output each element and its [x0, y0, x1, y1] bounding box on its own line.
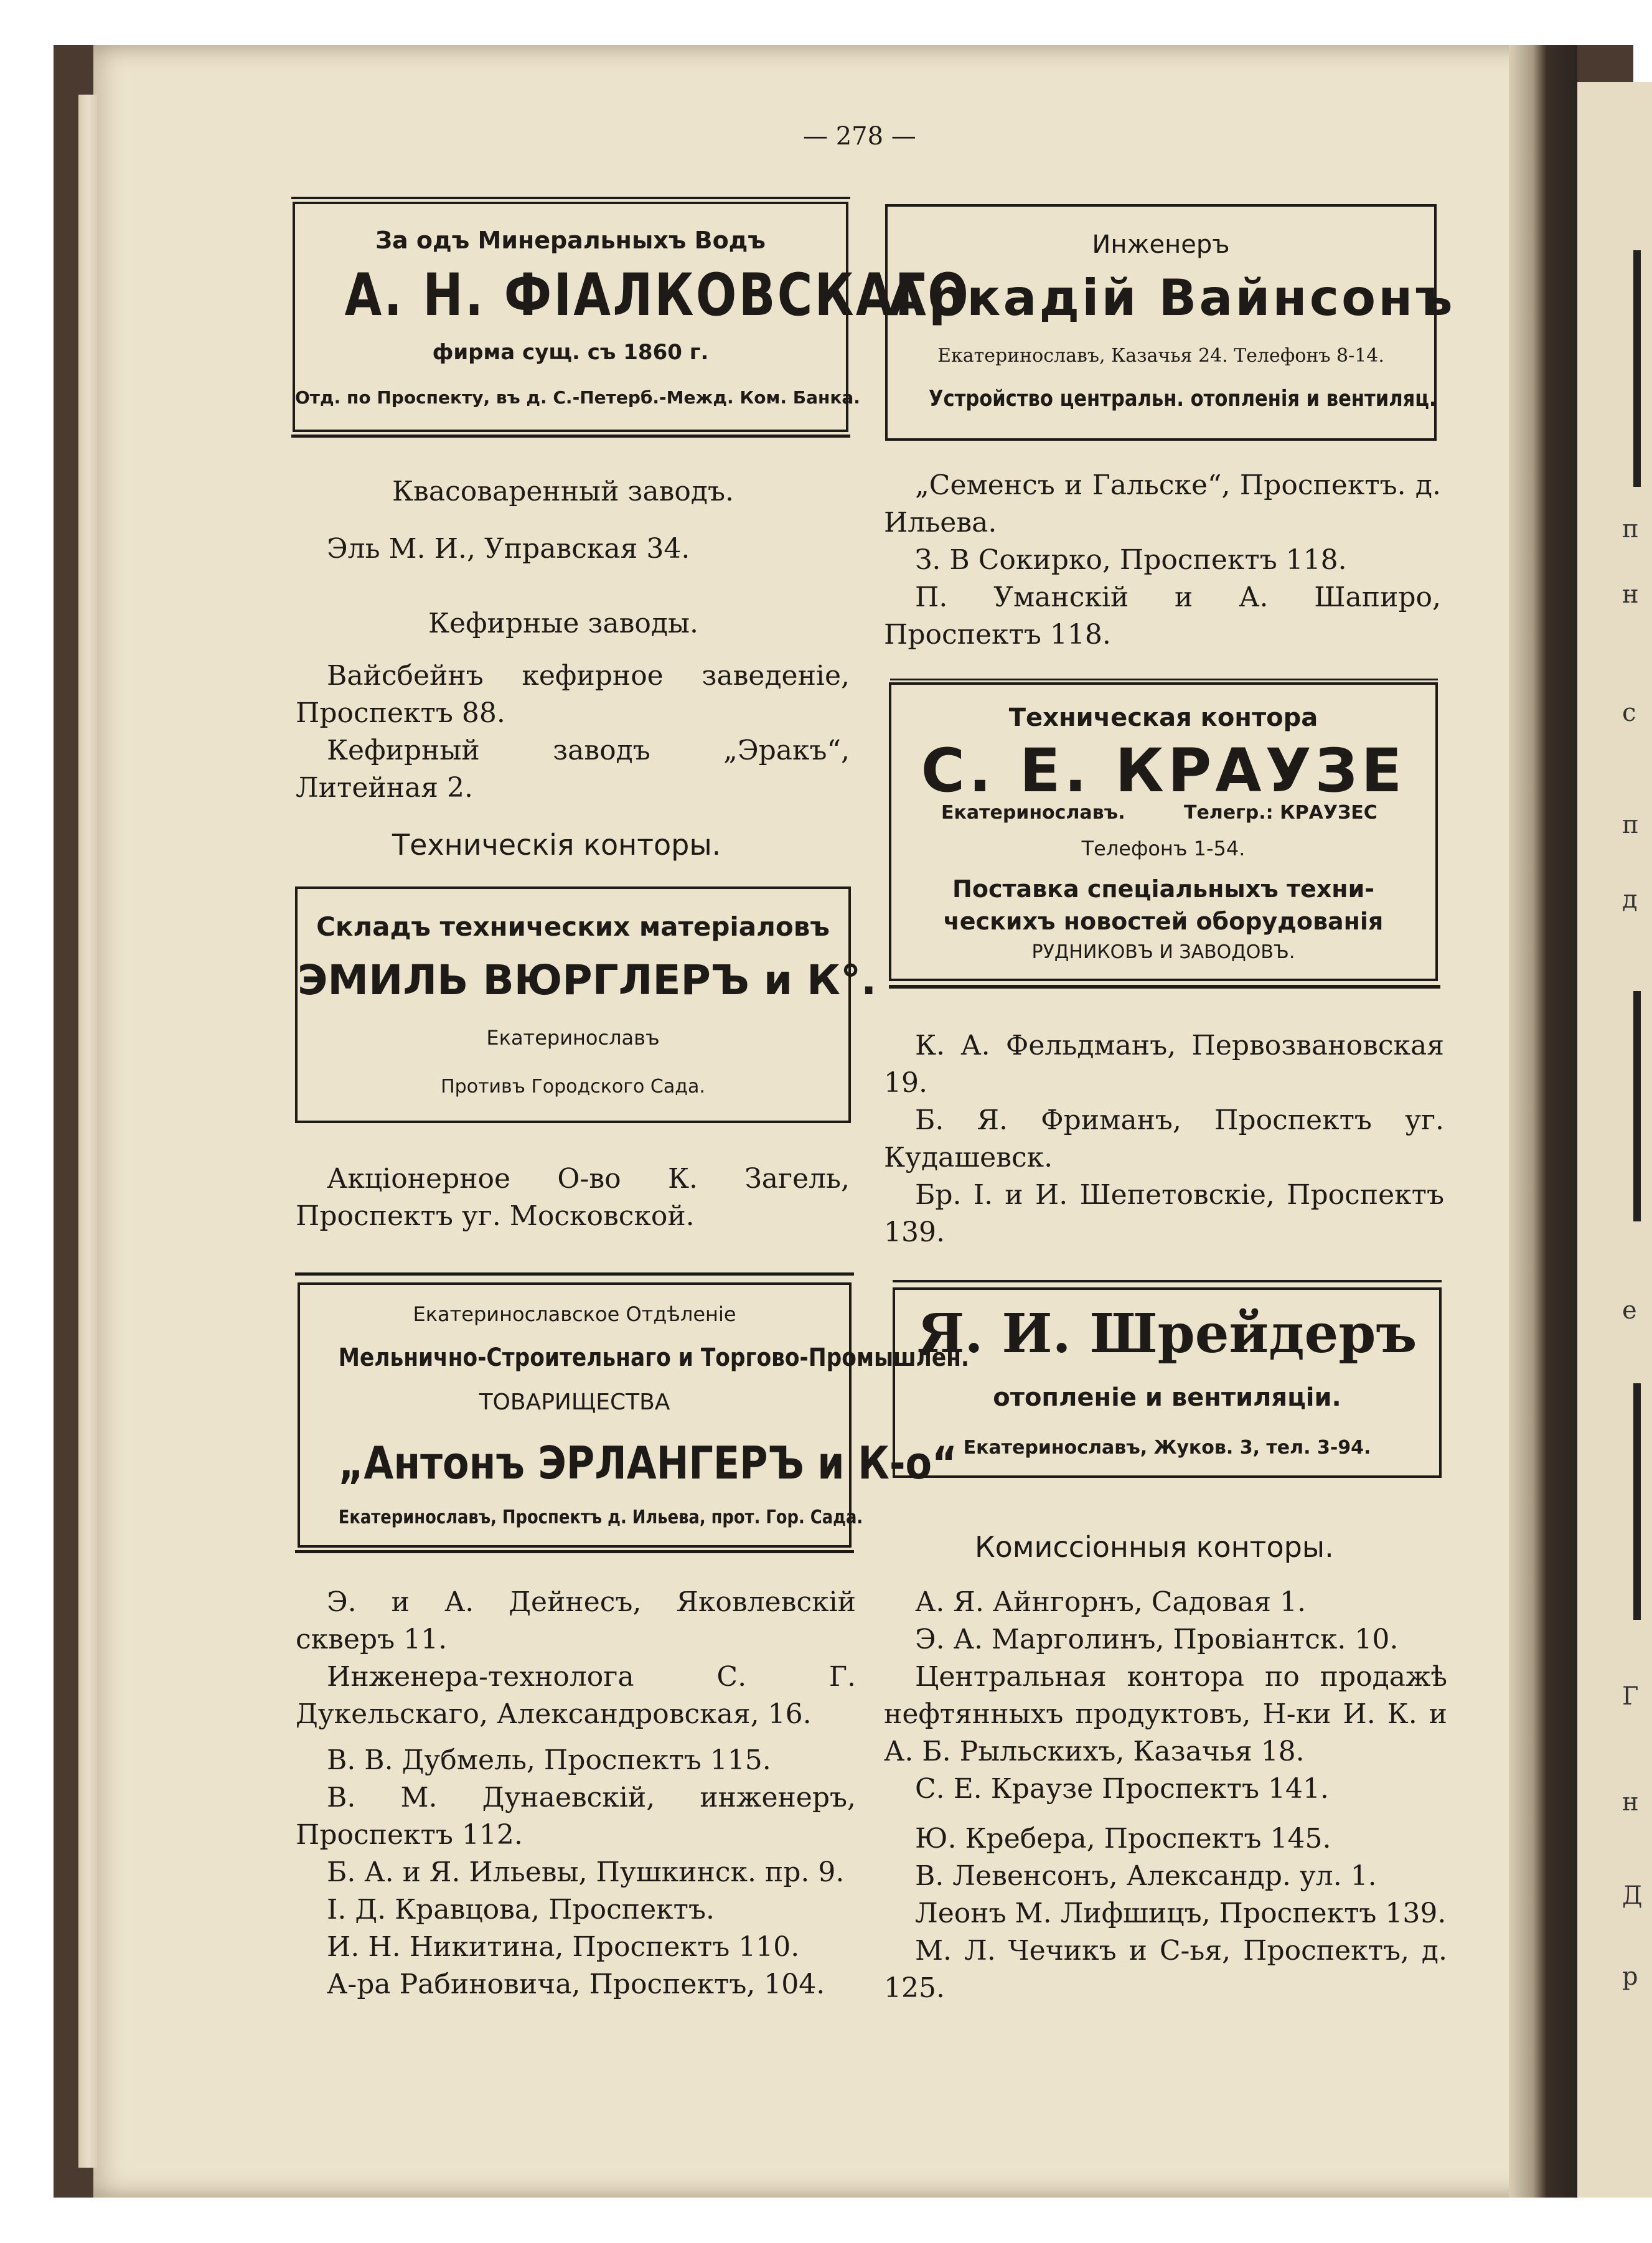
book-gutter [1509, 45, 1577, 2198]
ad-firm-name: „Антонъ ЭРЛАНГЕРЪ и К-о“ [338, 1437, 957, 1489]
ad-line: Инженеръ [1092, 230, 1230, 259]
ad-shreider [893, 1287, 1442, 1478]
ad-address: Противъ Городского Сада. [441, 1076, 705, 1098]
ad-line: Отд. по Проспекту, въ д. С.-Петерб.-Межд. Ком. Банка. [295, 387, 860, 408]
list-item: В. Левенсонъ, Александр. ул. 1. [915, 1860, 1377, 1892]
page-number: — 278 — [803, 122, 916, 151]
list-right-top [884, 467, 1441, 654]
ad-rule [295, 1550, 854, 1553]
next-page-rule [1633, 1383, 1641, 1620]
list-item: Инженера-технолога С. Г. Дукельскаго, Александровская, 16. [296, 1661, 856, 1730]
ad-firm-name: Я. И. Шрейдеръ [917, 1302, 1417, 1365]
ad-line: Мельнично-Строительнаго и Торгово-Промышлен. [338, 1343, 969, 1372]
list-item: Э. и А. Дейнесъ, Яковлевскій скверъ 11. [296, 1586, 856, 1655]
ad-address: Екатеринославъ, Проспектъ д. Ильева, прот. Гор. Сада. [338, 1507, 863, 1528]
list-item: Б. Я. Фриманъ, Проспектъ уг. Кудашевск. [884, 1104, 1444, 1173]
list-item: Эль М. И., Управская 34. [327, 533, 690, 565]
ad-phone: Телефонъ 1-54. [1081, 837, 1246, 860]
list-item: А-ра Рабиновича, Проспектъ, 104. [327, 1968, 825, 2000]
next-page-letter: Г [1622, 1682, 1639, 1711]
ad-firm-name: ЭМИЛЬ ВЮРГЛЕРЪ и К°. [298, 956, 877, 1004]
list-item: К. А. Фельдманъ, Первозвановская 19. [884, 1030, 1444, 1099]
list-item: П. Уманскій и А. Шапиро, Проспектъ 118. [884, 581, 1441, 651]
list-item: В. В. Дубмель, Проспектъ 115. [327, 1744, 771, 1776]
next-page-letter: д [1622, 885, 1638, 914]
list-item: Б. А. и Я. Ильевы, Пушкинск. пр. 9. [327, 1856, 845, 1888]
list-right-bottom [884, 1584, 1447, 2007]
list-item: Бр. І. и И. Шепетовскіе, Проспектъ 139. [884, 1179, 1444, 1248]
ad-line: Техническая контора [1008, 703, 1318, 732]
ad-address: Екатеринославъ, Жуков. 3, тел. 3-94. [963, 1437, 1371, 1459]
next-page-edge [1577, 82, 1652, 2198]
list-item: Вайсбейнъ кефирное заведеніе, Проспектъ 88. [296, 660, 850, 729]
next-page-letter: р [1622, 1962, 1638, 1991]
section-heading: Техническія конторы. [392, 828, 721, 862]
page-edge [78, 95, 97, 2168]
ad-rule [291, 435, 850, 438]
next-page-letter: е [1622, 1296, 1637, 1325]
ad-krause [889, 682, 1438, 981]
list-item: „Семенсъ и Гальске“, Проспектъ. д. Ильева. [884, 469, 1441, 538]
ad-rule [291, 197, 850, 199]
ad-line: Поставка спеціальныхъ техни- [952, 875, 1374, 903]
ad-line: Екатеринославъ, Казачья 24. Телефонъ 8-14. [937, 345, 1384, 367]
ad-erlanger [298, 1282, 969, 1548]
list-item: Э. А. Марголинъ, Провіантск. 10. [915, 1624, 1399, 1655]
ad-rule [295, 1272, 854, 1276]
ad-rule [893, 1280, 1442, 1282]
list-left [296, 1584, 856, 2003]
section-heading: Квасоваренный заводъ. [392, 476, 734, 507]
list-item: Акціонерное О-во К. Загель, Проспектъ уг. Московской. [296, 1163, 850, 1232]
ad-city: Екатеринославъ [486, 1026, 660, 1050]
list-right-mid [884, 1027, 1444, 1251]
ad-line: ческихъ новостей оборудованія [943, 908, 1384, 935]
ad-line: Складъ технических матеріаловъ [316, 911, 830, 942]
ad-line: Устройство центральн. отопленія и вентиляц. [928, 386, 1437, 411]
next-page-letter: Д [1622, 1881, 1643, 1910]
next-page-letter: н [1622, 1788, 1639, 1817]
list-item: Центральная контора по продажѣ нефтянныхъ продуктовъ, Н-ки И. К. и А. Б. Рыльскихъ, Казачья 18. [884, 1661, 1447, 1767]
next-page-rule [1633, 991, 1641, 1221]
ad-telegraph: Телегр.: КРАУЗЕС [1184, 802, 1377, 824]
ad-line: РУДНИКОВЪ И ЗАВОДОВЪ. [1031, 941, 1295, 963]
list-item: З. В Сокирко, Проспектъ 118. [915, 544, 1347, 576]
next-page-letter: п [1622, 515, 1639, 543]
list-item: В. М. Дунаевскій, инженеръ, Проспектъ 112. [296, 1782, 856, 1851]
ad-firm-name: А. Н. ФІАЛКОВСКАГО [344, 261, 971, 329]
ad-vainson [885, 204, 1455, 441]
next-page-rule [1633, 250, 1641, 487]
list-item: И. Н. Никитина, Проспектъ 110. [327, 1931, 800, 1963]
ad-city: Екатеринославъ. [941, 802, 1125, 824]
section-heading: Комиссіонныя конторы. [975, 1530, 1334, 1564]
ad-line: ТОВАРИЩЕСТВА [479, 1390, 670, 1415]
ad-line: За одъ Минеральныхъ Водъ [375, 227, 766, 254]
ad-firm-name: Аркадій Вайнсонъ [888, 269, 1455, 327]
list-item: А. Я. Айнгорнъ, Садовая 1. [915, 1586, 1306, 1618]
list-item: Ю. Кребера, Проспектъ 145. [915, 1823, 1331, 1855]
ad-line: отопленіе и вентиляціи. [993, 1383, 1341, 1412]
ad-wurgler [295, 886, 877, 1123]
ad-rule [889, 985, 1440, 989]
list-item: С. Е. Краузе Проспектъ 141. [915, 1773, 1329, 1805]
section-heading: Кефирные заводы. [428, 608, 698, 639]
ad-line: фирма сущ. съ 1860 г. [432, 340, 709, 365]
ad-fialkovsky [293, 202, 971, 432]
ad-firm-name: С. Е. КРАУЗЕ [921, 736, 1406, 806]
next-page-letter: с [1622, 698, 1636, 727]
list-item: І. Д. Кравцова, Проспектъ. [327, 1894, 715, 1926]
list-item: Кефирный заводъ „Эракъ“, Литейная 2. [296, 735, 850, 804]
ad-line: Екатеринославское Отдѣленіе [413, 1302, 736, 1326]
list-item: Леонъ М. Лифшицъ, Проспектъ 139. [915, 1897, 1447, 1929]
next-page-letter: н [1622, 580, 1639, 609]
ad-rule [890, 679, 1438, 680]
next-page-letter: п [1622, 811, 1639, 839]
list-item: М. Л. Чечикъ и С-ья, Проспектъ, д. 125. [884, 1935, 1447, 2004]
